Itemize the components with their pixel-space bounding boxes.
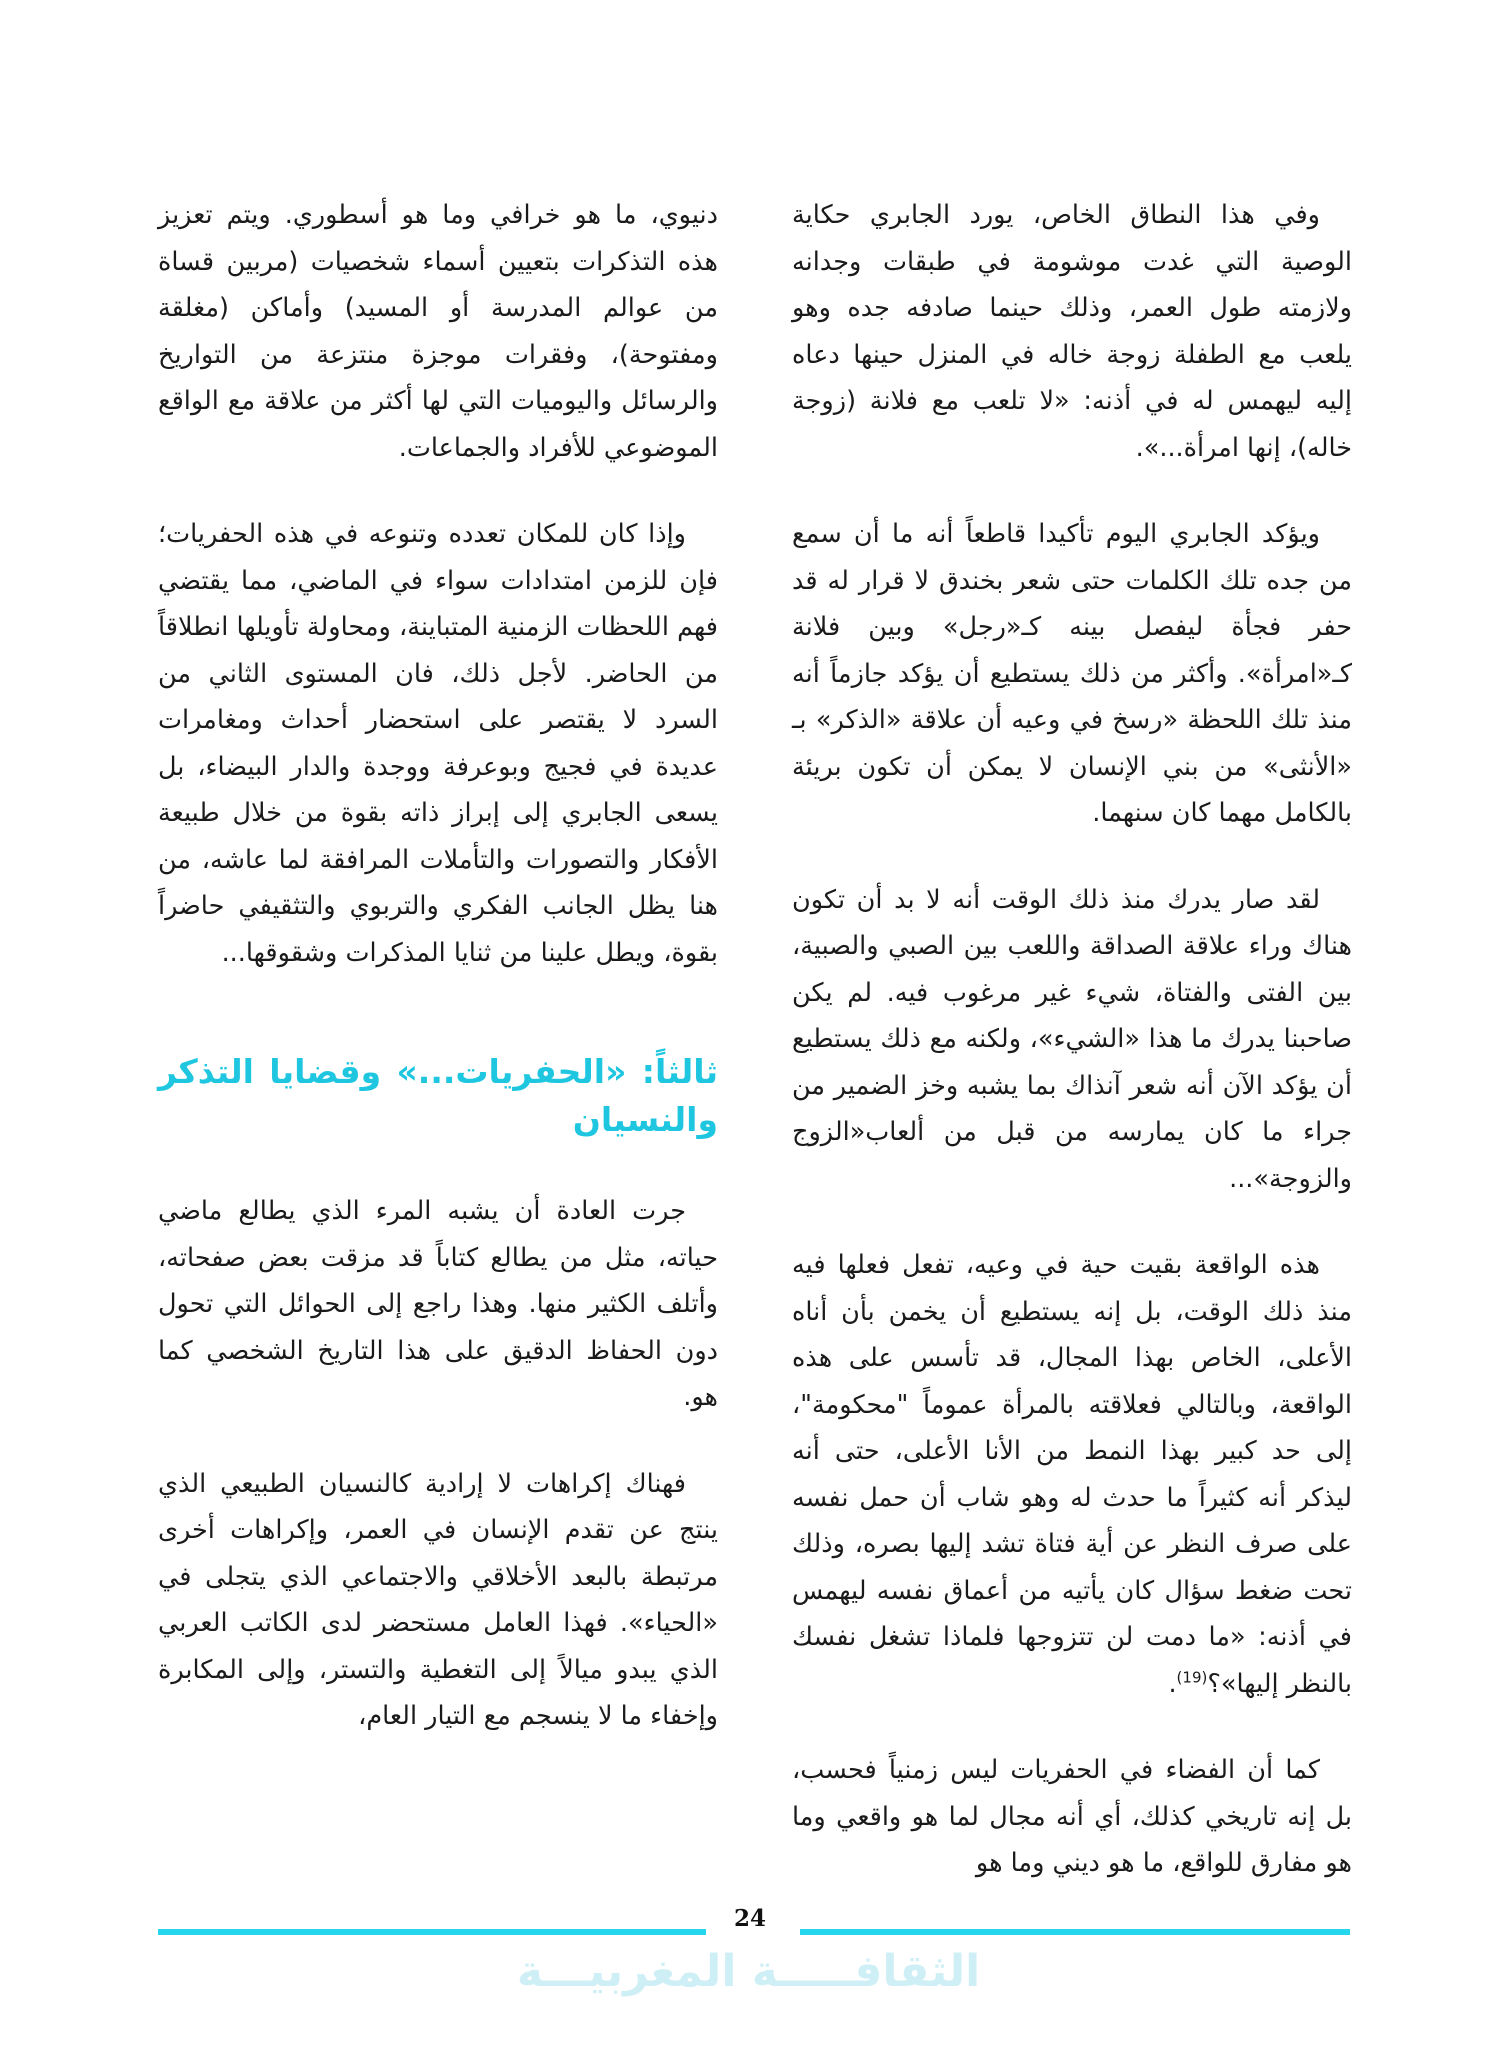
section-heading: ثالثاً: «الحفريات...» وقضايا التذكر والنسيان <box>158 1052 718 1139</box>
footnote-reference: (19) <box>1176 1668 1208 1686</box>
footer-rule-right <box>800 1929 1350 1935</box>
paragraph: وفي هذا النطاق الخاص، يورد الجابري حكاية الوصية التي غدت موشومة في طبقات وجدانه ولازمته طول العمر، وذلك حينما صادفه جده وهو يلعب مع الطفلة زوجة خاله في المنزل حينها دعاه إليه ليهمس له في أذنه: «لا تلعب مع فلانة (زوجة خاله)، إنها امرأة...». <box>792 200 1352 463</box>
paragraph: كما أن الفضاء في الحفريات ليس زمنياً فحسب، بل إنه تاريخي كذلك، أي أنه مجال لما هو واقعي وما هو مفارق للواقع، ما هو ديني وما هو <box>792 1755 1352 1878</box>
left-text-column <box>158 192 718 1780</box>
page-number: 24 <box>733 1905 766 1932</box>
journal-title: الثقافـــــة المغربيـــة <box>516 1946 981 1997</box>
paragraph: لقد صار يدرك منذ ذلك الوقت أنه لا بد أن تكون هناك وراء علاقة الصداقة واللعب بين الصبي والصبية، بين الفتى والفتاة، شيء غير مرغوب فيه. لم يكن صاحبنا يدرك ما هذا «الشيء»، ولكنه مع ذلك يستطيع أن يؤكد الآن أنه شعر آنذاك بما يشبه وخز الضمير من جراء ما كان يمارسه من قبل من ألعاب«الزوج والزوجة»... <box>792 884 1352 1194</box>
paragraph: ويؤكد الجابري اليوم تأكيدا قاطعاً أنه ما أن سمع من جده تلك الكلمات حتى شعر بخندق لا قرار له قد حفر فجأة ليفصل بينه كـ«رجل» وبين فلانة كـ«امرأة». وأكثر من ذلك يستطيع أن يؤكد جازماً أنه منذ تلك اللحظة «رسخ في وعيه أن علاقة «الذكر» بـ «الأنثى» من بني الإنسان لا يمكن أن تكون بريئة بالكامل مهما كان سنهما. <box>792 519 1352 828</box>
paragraph: فهناك إكراهات لا إرادية كالنسيان الطبيعي الذي ينتج عن تقدم الإنسان في العمر، وإكراهات أخرى مرتبطة بالبعد الأخلاقي والاجتماعي الذي يتجلى في «الحياء». فهذا العامل مستحضر لدى الكاتب العربي الذي يبدو ميالاً إلى التغطية والتستر، وإلى المكابرة وإخفاء ما لا ينسجم مع التيار العام، <box>158 1468 718 1731</box>
paragraph: هذه الواقعة بقيت حية في وعيه، تفعل فعلها فيه منذ ذلك الوقت، بل إنه يستطيع أن يخمن بأن أناه الأعلى، الخاص بهذا المجال، قد تأسس على هذه الواقعة، وبالتالي فعلاقته بالمرأة عموماً "محكومة"، إلى حد كبير بهذا النمط من الأنا الأعلى، حتى أنه ليذكر أنه كثيراً ما حدث له وهو شاب أن حمل نفسه على صرف النظر عن أية فتاة تشد إليها بصره، وذلك تحت ضغط سؤال كان يأتيه من أعماق نفسه ليهمس في أذنه: «ما دمت لن تتزوجها فلماذا تشغل نفسك بالنظر إليها»؟$^{(19)}$. <box>792 1250 1352 1699</box>
paragraph-text: هذه الواقعة بقيت حية في وعيه، تفعل فعلها فيه منذ ذلك الوقت، بل إنه يستطيع أن يخمن بأن أناه الأعلى، الخاص بهذا المجال، قد تأسس على هذه الواقعة، وبالتالي فعلاقته بالمرأة عموماً "محكومة"، إلى حد كبير بهذا النمط من الأنا الأعلى، حتى أنه ليذكر أنه كثيراً ما حدث له وهو شاب أن حمل نفسه على صرف النظر عن أية فتاة تشد إليها بصره، وذلك تحت ضغط سؤال كان يأتيه من أعماق نفسه ليهمس في أذنه: «ما دمت لن تتزوجها فلماذا تشغل نفسك بالنظر إليها»؟ <box>792 1250 1352 1699</box>
footer-rule-left <box>158 1929 706 1935</box>
right-text-column <box>792 192 1352 1927</box>
paragraph: وإذا كان للمكان تعدده وتنوعه في هذه الحفريات؛ فإن للزمن امتدادات سواء في الماضي، مما يقتضي فهم اللحظات الزمنية المتباينة، ومحاولة تأويلها انطلاقاً من الحاضر. لأجل ذلك، فان المستوى الثاني من السرد لا يقتصر على استحضار أحداث ومغامرات عديدة في فجيج وبوعرفة ووجدة والدار البيضاء، بل يسعى الجابري إلى إبراز ذاته بقوة من خلال طبيعة الأفكار والتصورات والتأملات المرافقة لما عاشه، من هنا يظل الجانب الفكري والتربوي والتثقيفي حاضراً بقوة، ويطل علينا من ثنايا المذكرات وشقوقها... <box>158 519 718 968</box>
paragraph: دنيوي، ما هو خرافي وما هو أسطوري. ويتم تعزيز هذه التذكرات بتعيين أسماء شخصيات (مربين قساة من عوالم المدرسة أو المسيد) وأماكن (مغلقة ومفتوحة)، وفقرات موجزة منتزعة من التواريخ والرسائل واليوميات التي لها أكثر من علاقة مع الواقع الموضوعي للأفراد والجماعات. <box>158 200 718 463</box>
paragraph: جرت العادة أن يشبه المرء الذي يطالع ماضي حياته، مثل من يطالع كتاباً قد مزقت بعض صفحاته، وأتلف الكثير منها. وهذا راجع إلى الحوائل التي تحول دون الحفاظ الدقيق على هذا التاريخ الشخصي كما هو. <box>158 1196 718 1412</box>
